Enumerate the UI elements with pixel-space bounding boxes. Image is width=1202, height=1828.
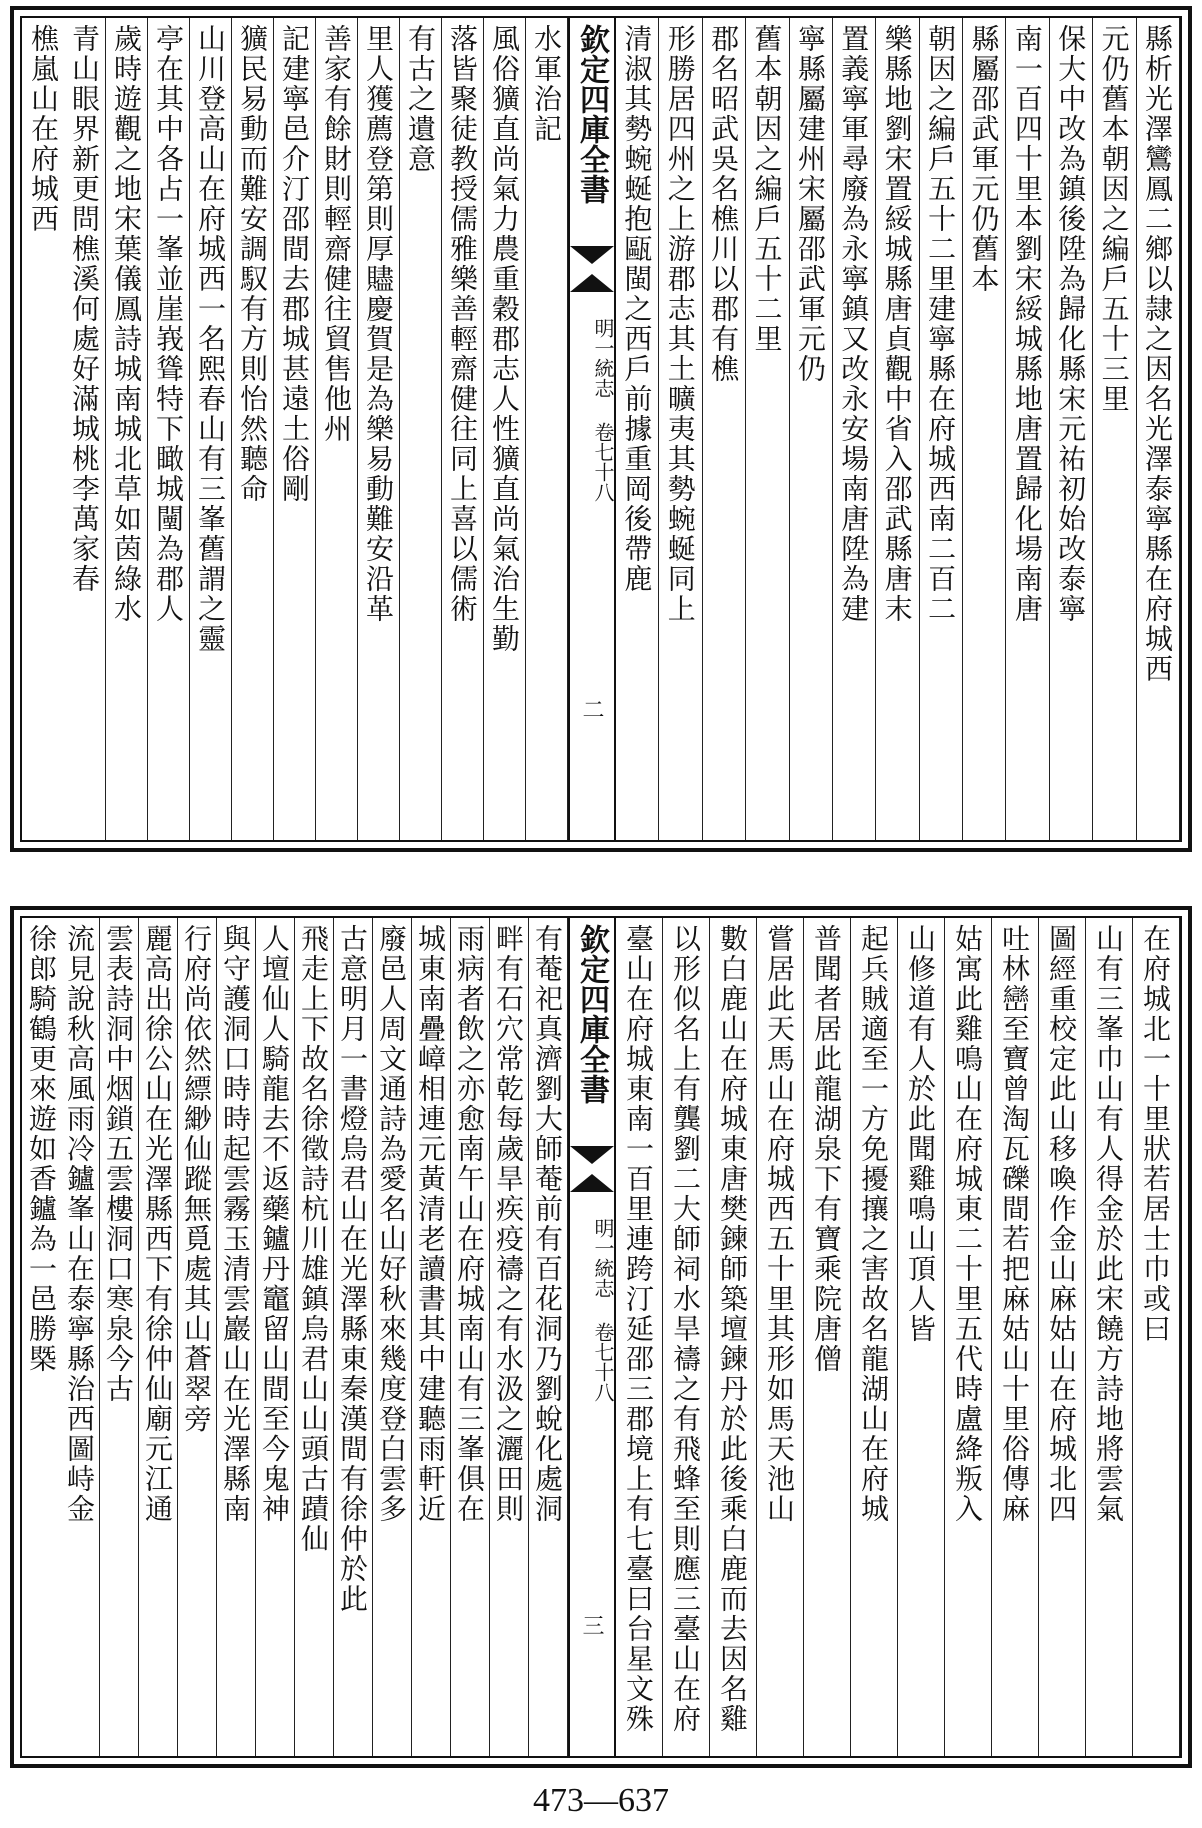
lower-right-text-column: 臺山在府城東南一百里連跨汀延邵三郡境上有七臺曰台星文殊 [616, 918, 663, 1756]
lower-left-text-column: 雲表詩洞中烟鎖五雲樓洞口寒泉今古 [100, 918, 139, 1756]
lower-center-spine [568, 918, 616, 1756]
lower-page-frame [20, 916, 1182, 1758]
lower-page [10, 906, 1192, 1768]
page-number-footer: 473—637 [533, 1782, 669, 1819]
fish-tail-mark-upper [570, 1146, 614, 1164]
upper-right-text-column: 南一百四十里本劉宋綏城縣地唐置歸化場南唐 [1006, 18, 1049, 840]
lower-right-text-column: 嘗居此天馬山在府城西五十里其形如馬天池山 [757, 918, 804, 1756]
lower-left-text-column: 與守護洞口時時起雲霧玉清雲巖山在光澤縣南 [217, 918, 256, 1756]
lower-left-text-column: 廢邑人周文通詩為愛名山好秋來幾度登白雲多 [373, 918, 412, 1756]
fish-tail-mark-lower [570, 1174, 614, 1192]
upper-left-text-column: 記建寧邑介汀邵間去郡城甚遠土俗剛 [274, 18, 316, 840]
upper-right-text-column: 形勝居四州之上游郡志其土曠夷其勢蜿蜒同上 [659, 18, 702, 840]
lower-left-text-column: 人壇仙人騎龍去不返藥鑪丹竈留山間至今鬼神 [256, 918, 295, 1756]
upper-right-text-column: 置義寧軍尋廢為永寧鎮又改永安場南唐陞為建 [833, 18, 876, 840]
upper-right-text-column: 寧縣屬建州宋屬邵武軍元仍 [790, 18, 833, 840]
upper-left-text-column: 樵嵐山在府城西 [27, 24, 60, 234]
lower-left-text-column: 徐郎騎鶴更來遊如香鑪為一邑勝槩 [25, 924, 58, 1374]
upper-left-text-column: 水軍治記 [526, 18, 568, 840]
upper-center-spine [568, 18, 616, 840]
lower-left-text-column: 麗高出徐公山在光澤縣西下有徐仲仙廟元江通 [139, 918, 178, 1756]
upper-right-text-column: 縣屬邵武軍元仍舊本 [963, 18, 1006, 840]
lower-right-text-column: 普聞者居此龍湖泉下有寶乘院唐僧 [804, 918, 851, 1756]
lower-right-text-column: 數白鹿山在府城東唐樊鍊師築壇鍊丹於此後乘白鹿而去因名雞 [710, 918, 757, 1756]
upper-left-text-column: 獷民易動而難安調馭有方則怡然聽命 [232, 18, 274, 840]
upper-left-text-column: 山川登高山在府城西一名熙春山有三峯舊謂之靈 [190, 18, 232, 840]
lower-left-text-column: 古意明月一書燈烏君山在光澤縣東秦漢間有徐仲於此 [334, 918, 373, 1756]
lower-left-text-column: 城東南疊嶂相連元黃清老讀書其中建聽雨軒近 [412, 918, 451, 1756]
upper-left-text-column: 善家有餘財則輕齋健往貿售他州 [316, 18, 358, 840]
folio-number: 三 [579, 1614, 604, 1636]
lower-right-text-column: 吐林巒至寶曾淘瓦礫間若把麻姑山十里俗傳麻 [992, 918, 1039, 1756]
upper-right-text-column: 縣析光澤鸞鳳二鄉以隷之因名光澤泰寧縣在府城西 [1137, 18, 1180, 840]
volume-label: 明一統志 卷七十八 [591, 1218, 615, 1402]
fish-tail-mark-upper [570, 246, 614, 264]
folio-number: 二 [579, 698, 604, 720]
lower-left-text-column: 畔有石穴常乾每歲旱疾疫禱之有水汲之灑田則 [490, 918, 529, 1756]
upper-right-text-column: 舊本朝因之編戶五十二里 [746, 18, 789, 840]
upper-left-text-column: 落皆聚徒教授儒雅樂善輕齋健往同上喜以儒術 [442, 18, 484, 840]
lower-left-text-column: 流見說秋高風雨冷鑪峯山在泰寧縣治西圖峙金 [61, 918, 100, 1756]
lower-right-text-column: 以形似名上有龔劉二大師祠水旱禱之有飛蜂至則應三臺山在府 [663, 918, 710, 1756]
upper-right-text-column: 樂縣地劉宋置綏城縣唐貞觀中省入邵武縣唐末 [876, 18, 919, 840]
lower-right-text-column: 山修道有人於此聞雞鳴山頂人皆 [898, 918, 945, 1756]
lower-right-text-column: 山有三峯巾山有人得金於此宋饒方詩地將雲氣 [1086, 918, 1133, 1756]
upper-left-text-column: 有古之遺意 [400, 18, 442, 840]
upper-left-text-column: 里人獲薦登第則厚贐慶賀是為樂易動難安沿革 [358, 18, 400, 840]
fish-tail-mark-lower [570, 274, 614, 292]
upper-right-text-column: 保大中改為鎮後陞為歸化縣宋元祐初始改泰寧 [1050, 18, 1093, 840]
lower-left-text-column: 飛走上下故名徐徵詩杭川雄鎮烏君山山頭古蹟仙 [295, 918, 334, 1756]
book-title: 欽定四庫全書 [574, 924, 609, 1104]
upper-right-text-column: 清淑其勢蜿蜒抱甌閩之西戶前據重岡後帶鹿 [616, 18, 659, 840]
lower-right-text-column: 在府城北一十里狀若居士巾或曰 [1133, 918, 1180, 1756]
lower-right-text-column: 姑寓此雞鳴山在府城東二十里五代時盧絳叛入 [945, 918, 992, 1756]
upper-right-text-column: 元仍舊本朝因之編戶五十三里 [1093, 18, 1136, 840]
upper-page [10, 6, 1192, 852]
upper-right-text-column: 朝因之編戶五十二里建寧縣在府城西南二百二 [920, 18, 963, 840]
upper-left-text-column: 青山眼界新更問樵溪何處好滿城桃李萬家春 [64, 18, 106, 840]
lower-right-text-column: 起兵賊適至一方免擾攘之害故名龍湖山在府城 [851, 918, 898, 1756]
upper-left-text-column: 亭在其中各占一峯並崖峩聳特下瞰城闉為郡人 [148, 18, 190, 840]
upper-left-text-column: 風俗獷直尚氣力農重穀郡志人性獷直尚氣治生勤 [484, 18, 526, 840]
upper-left-text-column: 歲時遊觀之地宋葉儀鳳詩城南城北草如茵綠水 [106, 18, 148, 840]
upper-page-frame [20, 16, 1182, 842]
upper-right-text-column: 郡名昭武吳名樵川以郡有樵 [703, 18, 746, 840]
lower-left-text-column: 有菴祀真濟劉大師菴前有百花洞乃劉蛻化處洞 [529, 918, 568, 1756]
book-title: 欽定四庫全書 [574, 24, 609, 204]
lower-right-text-column: 圖經重校定此山移喚作金山麻姑山在府城北四 [1039, 918, 1086, 1756]
lower-left-text-column: 行府尚依然縹緲仙蹤無覓處其山蒼翠旁 [178, 918, 217, 1756]
lower-left-text-column: 雨病者飲之亦愈南午山在府城南山有三峯俱在 [451, 918, 490, 1756]
volume-label: 明一統志 卷七十八 [591, 318, 615, 502]
